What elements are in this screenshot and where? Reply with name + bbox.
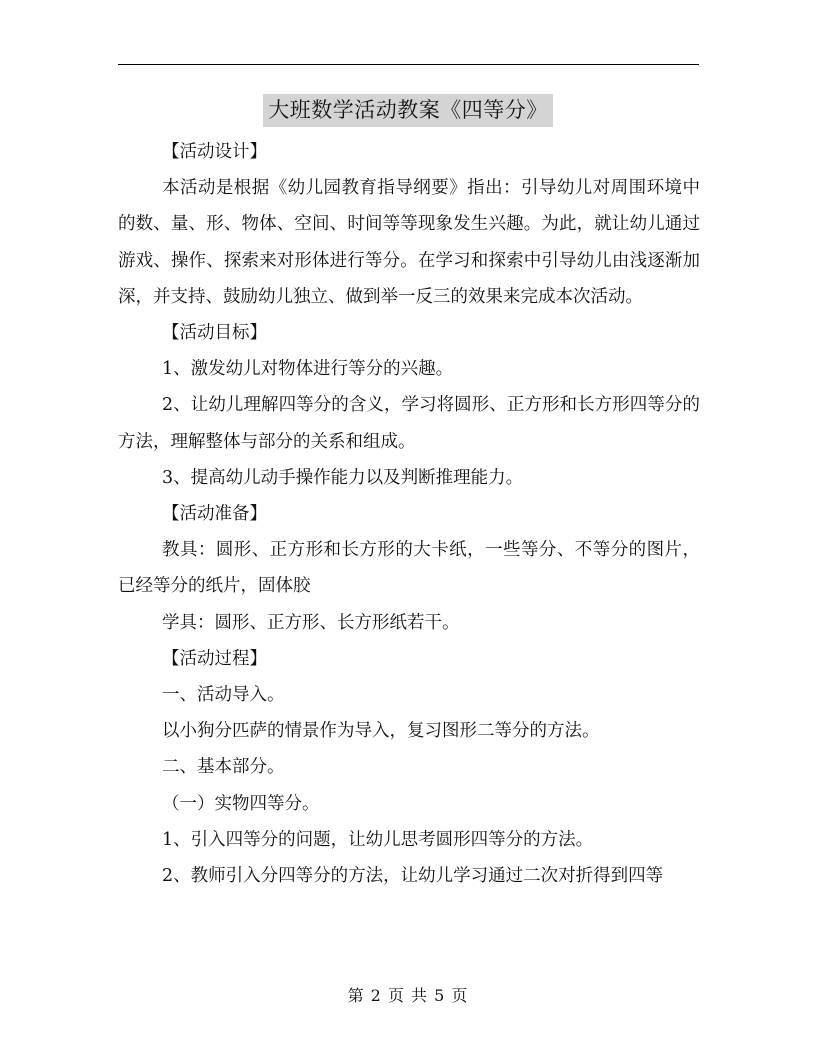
process-intro-text: 以小狗分匹萨的情景作为导入，复习图形二等分的方法。 <box>162 721 600 742</box>
goal-item-3: 3、提高幼儿动手操作能力以及判断推理能力。 <box>162 467 524 488</box>
document-title: 大班数学活动教案《四等分》 <box>263 94 553 127</box>
section-heading-process: 【活动过程】 <box>162 648 267 669</box>
preparation-teaching-aids: 教具：圆形、正方形和长方形的大卡纸，一些等分、不等分的图片，已经等分的纸片，固体胶 <box>118 540 700 597</box>
goal-item-1: 1、激发幼儿对物体进行等分的兴趣。 <box>162 359 454 380</box>
process-substep-object: （一）实物四等分。 <box>162 793 320 814</box>
process-step-basic: 二、基本部分。 <box>162 757 285 778</box>
paragraph-design-text: 本活动是根据《幼儿园教育指导纲要》指出：引导幼儿对周围环境中的数、量、形、物体、空间、时间等等现象发生兴趣。为此，就让幼儿通过游戏、操作、探索来对形体进行等分。在学习和探索中引导幼儿由浅逐渐加深，并支持、鼓励幼儿独立、做到举一反三的效果来完成本次活动。 <box>118 178 700 307</box>
section-heading-preparation: 【活动准备】 <box>162 504 267 525</box>
process-item-1: 1、引入四等分的问题，让幼儿思考圆形四等分的方法。 <box>162 829 594 850</box>
section-heading-design: 【活动设计】 <box>162 142 267 162</box>
process-item-2: 2、教师引入分四等分的方法，让幼儿学习通过二次对折得到四等 <box>162 866 664 887</box>
goal-item-2: 2、让幼儿理解四等分的含义，学习将圆形、正方形和长方形四等分的方法，理解整体与部分的关系和组成。 <box>118 395 700 452</box>
page-footer: 第 2 页 共 5 页 <box>347 986 469 1005</box>
title-container <box>0 94 816 127</box>
preparation-learning-aids: 学具：圆形、正方形、长方形纸若干。 <box>162 612 460 633</box>
document-body <box>118 134 700 894</box>
section-heading-goals: 【活动目标】 <box>162 323 267 344</box>
header-rule <box>118 64 699 65</box>
process-step-intro: 一、活动导入。 <box>162 685 285 706</box>
